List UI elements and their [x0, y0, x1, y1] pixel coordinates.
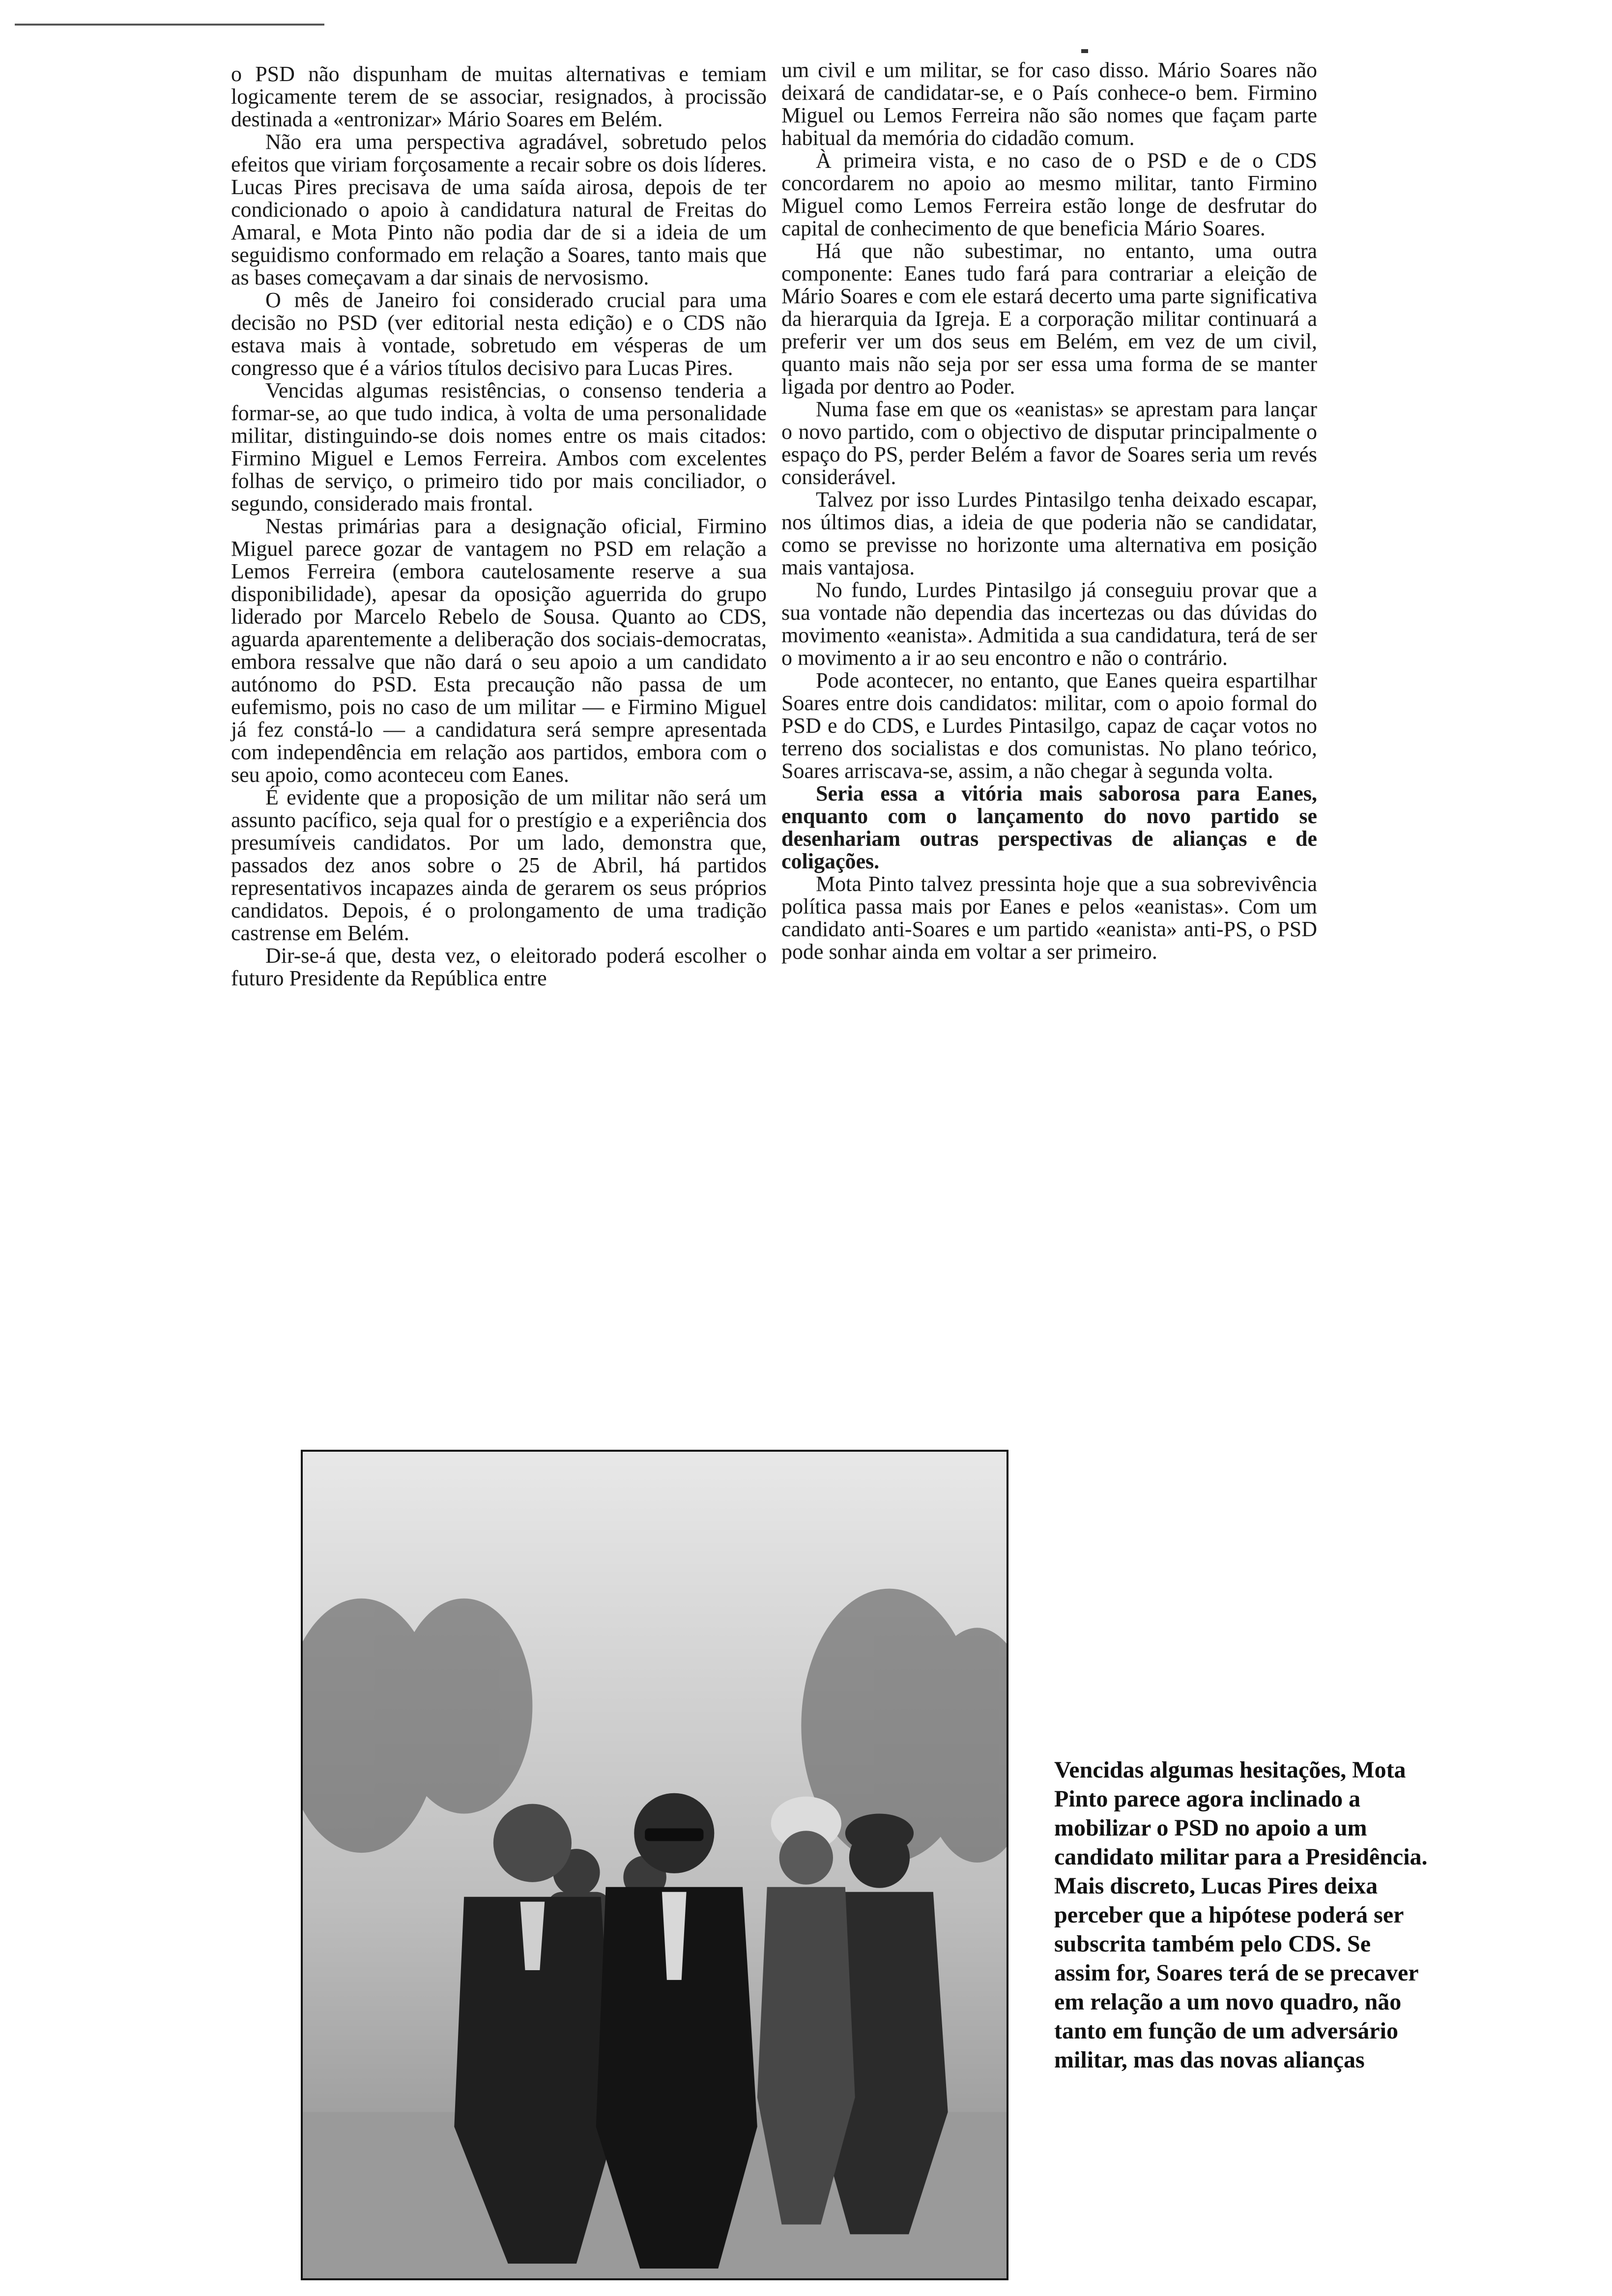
paragraph: O mês de Janeiro foi considerado crucial para uma decisão no PSD (ver editorial nesta edição) e o CDS não estava mais à vontade, sobretudo em vésperas de um congresso que é a vários títulos decisivo para Lucas Pires. — [231, 288, 767, 380]
paragraph: o PSD não dispunham de muitas alternativas e temiam logicamente terem de se associar, resignados, à procissão destinada a «entronizar» Mário Soares em Belém. — [231, 62, 767, 131]
news-photo — [301, 1450, 1008, 2280]
paragraph: À primeira vista, e no caso de o PSD e de o CDS concordarem no apoio ao mesmo militar, tanto Firmino Miguel como Lemos Ferreira estão longe de desfrutar do capital de conhecimento de que beneficia Mário Soares. — [781, 148, 1317, 240]
paragraph: Seria essa a vitória mais saborosa para Eanes, enquanto com o lançamento do novo partido se desenhariam outras perspectivas de alianças e de coligações. — [781, 781, 1317, 873]
paragraph: Vencidas algumas resistências, o consenso tenderia a formar-se, ao que tudo indica, à volta de uma personalidade militar, distinguindo-se dois nomes entre os mais citados: Firmino Miguel e Lemos Ferreira. Ambos com excelentes folhas de serviço, o primeiro tido por mais conciliador, o segundo, considerado mais frontal. — [231, 378, 767, 516]
top-rule — [15, 24, 324, 26]
paragraph: Dir-se-á que, desta vez, o eleitorado poderá escolher o futuro Presidente da República entre — [231, 944, 767, 990]
photo-image — [303, 1452, 1007, 2278]
paragraph: Pode acontecer, no entanto, que Eanes queira espartilhar Soares entre dois candidatos: militar, com o apoio formal do PSD e do CDS, e Lurdes Pintasilgo, capaz de caçar votos no terreno dos socialistas e dos comunistas. No plano teórico, Soares arriscava-se, assim, a não chegar à segunda volta. — [781, 668, 1317, 783]
paragraph: Não era uma perspectiva agradável, sobretudo pelos efeitos que viriam forçosamente a recair sobre os dois líderes. Lucas Pires precisava de uma saída airosa, depois de ter condicionado o apoio à candidatura natural de Freitas do Amaral, e Mota Pinto não podia dar de si a ideia de um seguidismo conformado em relação a Soares, tanto mais que as bases começavam a dar sinais de nervosismo. — [231, 130, 767, 289]
article-column-right — [781, 59, 1317, 963]
paragraph: No fundo, Lurdes Pintasilgo já conseguiu provar que a sua vontade não dependia das incertezas ou das dúvidas do movimento «eanista». Admitida a sua candidatura, terá de ser o movimento a ir ao seu encontro e não o contrário. — [781, 578, 1317, 670]
print-mark — [1081, 49, 1088, 53]
paragraph: Nestas primárias para a designação oficial, Firmino Miguel parece gozar de vantagem no PSD em relação a Lemos Ferreira (embora cautelosamente reserve a sua disponibilidade), apesar da oposição aguerrida do grupo liderado por Marcelo Rebelo de Sousa. Quanto ao CDS, aguarda aparentemente a deliberação dos sociais-democratas, embora ressalve que não dará o seu apoio a um candidato autónomo do PSD. Esta precaução não passa de um eufemismo, pois no caso de um militar — e Firmino Miguel já fez constá-lo — a candidatura será sempre apresentada com independência em relação aos partidos, embora com o seu apoio, como aconteceu com Eanes. — [231, 514, 767, 787]
paragraph: Talvez por isso Lurdes Pintasilgo tenha deixado escapar, nos últimos dias, a ideia de que poderia não se candidatar, como se previsse no horizonte uma alternativa em posição mais vantajosa. — [781, 488, 1317, 579]
photo-caption: Vencidas algumas hesitações, Mota Pinto parece agora inclinado a mobilizar o PSD no apoio a um candidato militar para a Presidência. Mais discreto, Lucas Pires deixa perceber que a hipótese poderá ser subscrita também pelo CDS. Se assim for, Soares terá de se precaver em relação a um novo quadro, não tanto em função de um adversário militar, mas das novas alianças — [1054, 1757, 1428, 2073]
paragraph: Há que não subestimar, no entanto, uma outra componente: Eanes tudo fará para contrariar a eleição de Mário Soares e com ele estará decerto uma parte significativa da hierarquia da Igreja. E a corporação militar continuará a preferir ver um dos seus em Belém, em vez de um civil, quanto mais não seja por ser essa uma forma de se manter ligada por dentro ao Poder. — [781, 239, 1317, 399]
paragraph: Mota Pinto talvez pressinta hoje que a sua sobrevivência política passa mais por Eanes e pelos «eanistas». Com um candidato anti-Soares e um partido «eanista» anti-PS, o PSD pode sonhar ainda em voltar a ser primeiro. — [781, 872, 1317, 964]
article-column-left — [231, 63, 767, 990]
paragraph: um civil e um militar, se for caso disso. Mário Soares não deixará de candidatar-se, e o País conhece-o bem. Firmino Miguel ou Lemos Ferreira não são nomes que façam parte habitual da memória do cidadão comum. — [781, 58, 1317, 150]
paragraph: Numa fase em que os «eanistas» se aprestam para lançar o novo partido, com o objectivo de disputar principalmente o espaço do PS, perder Belém a favor de Soares seria um revés considerável. — [781, 397, 1317, 489]
paragraph: É evidente que a proposição de um militar não será um assunto pacífico, seja qual for o prestígio e a experiência dos presumíveis candidatos. Por um lado, demonstra que, passados dez anos sobre o 25 de Abril, há partidos representativos incapazes ainda de gerarem os seus próprios candidatos. Depois, é o prolongamento de uma tradição castrense em Belém. — [231, 785, 767, 945]
